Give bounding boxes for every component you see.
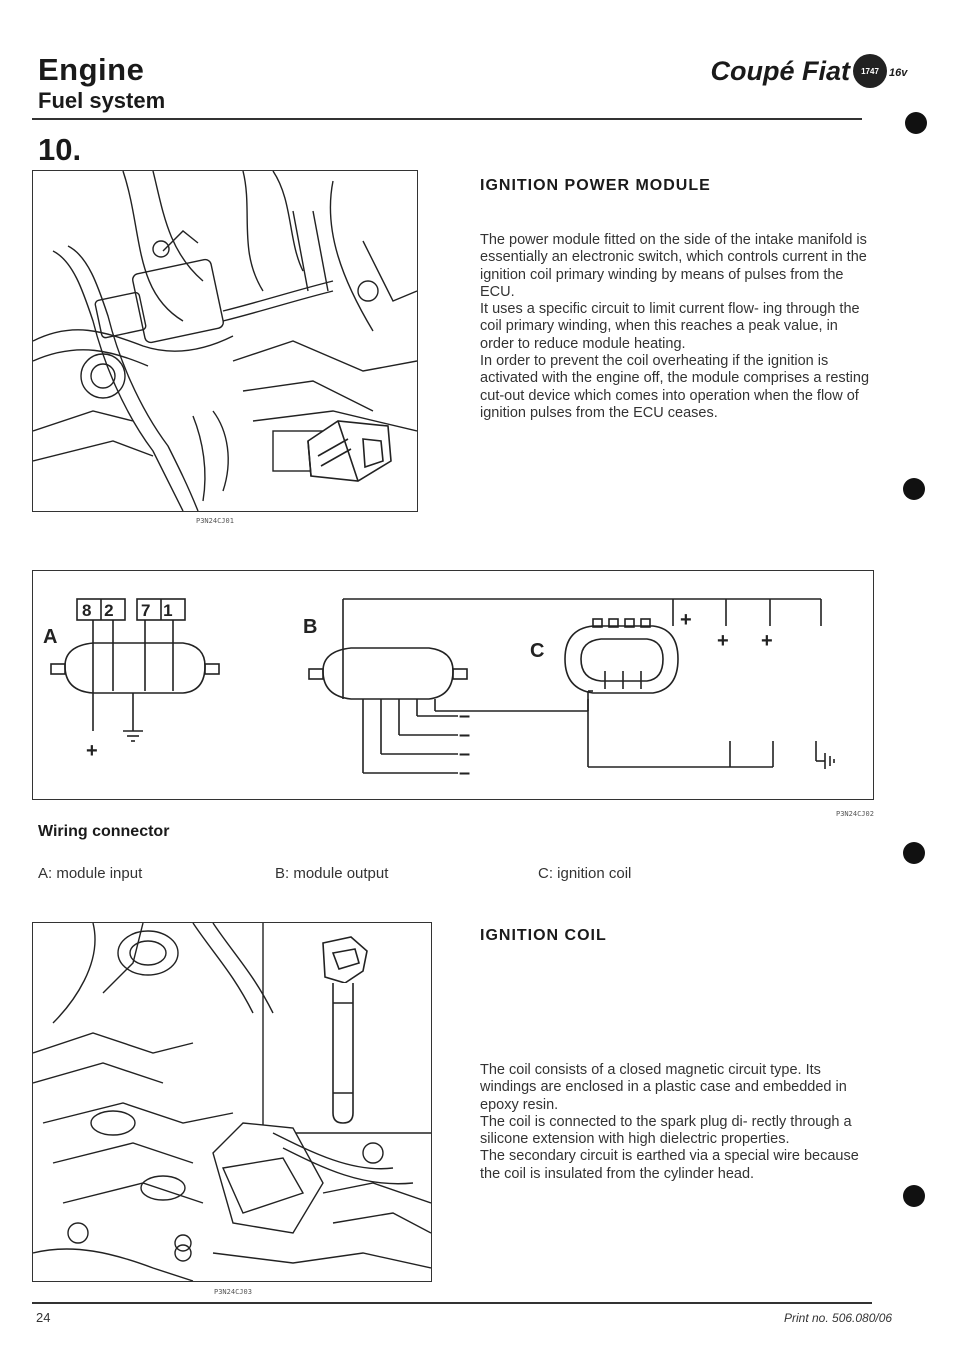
plus-sign: + [86, 740, 98, 762]
figure-code: P3N24CJ03 [214, 1288, 252, 1296]
plus-sign: + [680, 609, 692, 631]
minus-sign: – [459, 724, 471, 746]
plus-sign: + [717, 630, 729, 652]
plus-sign: + [761, 630, 773, 652]
ignition-coil-illustration [32, 922, 432, 1282]
page-number: 24 [36, 1310, 51, 1325]
punch-hole [903, 842, 925, 864]
engine-badge-icon [853, 54, 887, 88]
print-number: Print no. 506.080/06 [784, 1311, 893, 1325]
wiring-connector-diagram [32, 570, 874, 800]
footer-rule [32, 1302, 872, 1304]
section-title: Engine [38, 52, 145, 87]
connector-a-label: A [43, 626, 58, 648]
figure-code: P3N24CJ02 [836, 810, 874, 818]
ignition-coil-heading: IGNITION COIL [480, 927, 607, 944]
connector-a-pins-left: 8 2 [82, 601, 118, 620]
brand-title: Coupé Fiat [710, 56, 850, 86]
badge-text: 1747 [861, 66, 879, 76]
ignition-coil-text: The coil consists of a closed magnetic circuit type. Its windings are enclosed in a plastic case and embedded in epoxy resin. The coil is connected to the spark plug di- rectly through a silicone extension with high dielectric properties. The secondary circuit is earthed via a special wire because the coil is insulated from the cylinder head. [480, 1062, 859, 1182]
badge-suffix: 16v [889, 67, 908, 79]
power-module-heading: IGNITION POWER MODULE [480, 177, 711, 194]
wiring-caption-title: Wiring connector [38, 823, 170, 840]
legend-ignition-coil: C: ignition coil [538, 865, 632, 882]
subsection-title: Fuel system [38, 88, 166, 113]
connector-a-pins-right: 7 1 [141, 601, 177, 620]
section-number: 10. [38, 132, 82, 167]
minus-sign: – [459, 705, 471, 727]
minus-sign: – [459, 762, 471, 784]
figure-code: P3N24CJ01 [196, 517, 234, 525]
punch-hole [905, 112, 927, 134]
power-module-text: The power module fitted on the side of the intake manifold is essentially an electronic switch, which controls current in the ignition coil primary winding by means of pulses from the ECU. It uses a specific circuit to limit current flow- ing through the coil primary winding, when this reaches a peak value, in order to reduce module heating. In order to prevent the coil overheating if the ignition is activated with the engine off, the module comprises a resting cut-out device which comes into operation when the flow of ignition pulses from the ECU ceases. [480, 232, 870, 421]
legend-module-output: B: module output [275, 865, 389, 882]
connector-b-label: B [303, 616, 318, 638]
minus-sign: – [459, 743, 471, 765]
punch-hole [903, 478, 925, 500]
punch-hole [903, 1185, 925, 1207]
power-module-illustration [32, 170, 418, 512]
legend-module-input: A: module input [38, 865, 143, 882]
header-rule [32, 118, 862, 120]
connector-c-label: C [530, 640, 545, 662]
